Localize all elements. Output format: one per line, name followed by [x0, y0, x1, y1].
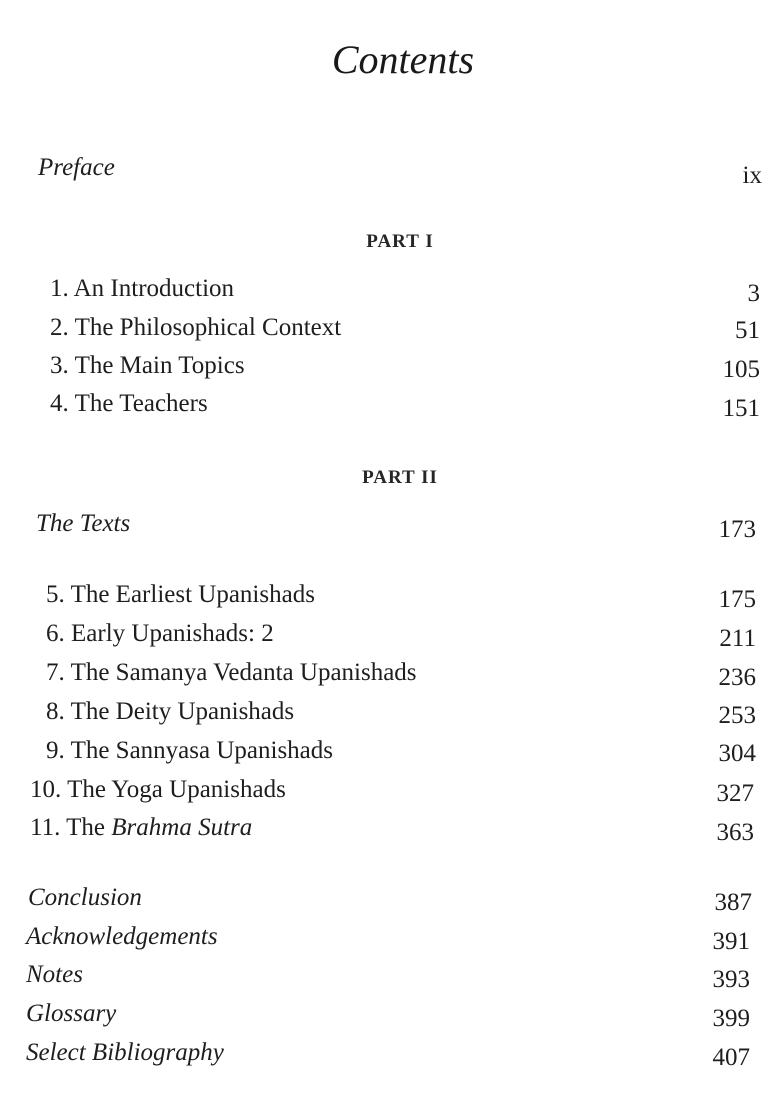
toc-row-preface[interactable]: [38, 150, 762, 189]
chapter-title: The Main Topics: [74, 352, 245, 379]
chapter-title: The Samanya Vedanta Upanishads: [70, 659, 417, 686]
toc-page-number: ix: [742, 162, 762, 189]
toc-page-number: 211: [719, 625, 756, 652]
toc-row-chapter[interactable]: [30, 810, 754, 846]
chapter-title: The Deity Upanishads: [70, 698, 295, 725]
toc-label: [50, 271, 234, 307]
toc-row-chapter[interactable]: [46, 616, 756, 652]
toc-label: [50, 386, 208, 422]
chapter-number: 5.: [46, 581, 65, 608]
toc-label: Acknowledgements: [26, 923, 218, 950]
toc-row-chapter[interactable]: [50, 348, 760, 384]
toc-label: [50, 310, 341, 346]
toc-page-number: 253: [718, 702, 756, 729]
toc-label: [46, 655, 417, 691]
toc-label: [46, 616, 274, 652]
toc-page-number: 175: [718, 586, 756, 613]
chapter-title: An Introduction: [73, 275, 235, 302]
toc-page-number: 387: [714, 889, 752, 916]
toc-label: Conclusion: [28, 884, 142, 911]
chapter-title: The Teachers: [74, 390, 208, 417]
toc-row-backmatter[interactable]: [26, 957, 750, 993]
chapter-number: 4.: [50, 390, 69, 417]
toc-page-number: 173: [718, 516, 756, 543]
toc-label: [30, 810, 252, 846]
chapter-title: The Yoga Upanishads: [67, 776, 286, 803]
chapter-number: 1.: [50, 275, 69, 302]
chapter-title-italic: Brahma Sutra: [111, 814, 253, 841]
chapter-title: The Philosophical Context: [74, 314, 342, 341]
toc-label: [46, 694, 294, 730]
toc-row-chapter[interactable]: [46, 733, 756, 769]
toc-row-backmatter[interactable]: [26, 919, 750, 955]
chapter-title: The Sannyasa Upanishads: [70, 737, 334, 764]
toc-label: [30, 772, 286, 808]
toc-page-number: 393: [712, 966, 750, 993]
part-heading: PART I: [366, 231, 434, 252]
toc-row-chapter[interactable]: [50, 310, 760, 346]
toc-row-chapter[interactable]: [46, 577, 756, 613]
toc-page-number: 105: [722, 356, 760, 383]
toc-page-number: 327: [716, 780, 754, 807]
toc-row-chapter[interactable]: [50, 386, 760, 422]
chapter-title: Early Upanishads: 2: [71, 620, 274, 647]
chapter-number: 8.: [46, 698, 65, 725]
chapter-number: 3.: [50, 352, 69, 379]
chapter-number: 10.: [30, 776, 62, 803]
toc-row-chapter[interactable]: [46, 694, 756, 730]
toc-page-number: 399: [712, 1005, 750, 1032]
toc-page-number: 363: [716, 819, 754, 846]
chapter-number: 6.: [46, 620, 65, 647]
page-title: Contents: [331, 37, 475, 82]
chapter-number: 7.: [46, 659, 65, 686]
toc-row-backmatter[interactable]: [26, 996, 750, 1032]
toc-label: Select Bibliography: [26, 1039, 224, 1066]
chapter-number: 11.: [30, 814, 61, 841]
toc-page-number: 51: [735, 317, 760, 344]
toc-row-chapter[interactable]: [46, 655, 756, 691]
toc-page-number: 304: [718, 740, 756, 767]
chapter-title-prefix: The: [66, 814, 106, 841]
toc-page-number: 151: [722, 395, 760, 422]
toc-row-backmatter[interactable]: [28, 880, 752, 916]
chapter-number: 9.: [46, 737, 65, 764]
toc-page-number: 407: [712, 1044, 750, 1071]
toc-page-number: 236: [718, 664, 756, 691]
chapter-number: 2.: [50, 314, 69, 341]
toc-row-chapter[interactable]: [30, 772, 754, 808]
toc-label: [46, 733, 333, 769]
toc-label: Notes: [26, 961, 83, 988]
toc-page-number: 391: [712, 928, 750, 955]
toc-label: Preface: [38, 154, 115, 181]
chapter-title: The Earliest Upanishads: [70, 581, 315, 608]
toc-label: The Texts: [36, 510, 131, 537]
toc-label: [46, 577, 315, 613]
toc-row-chapter[interactable]: [50, 271, 760, 307]
toc-row-backmatter[interactable]: [26, 1035, 750, 1071]
part-heading: PART II: [362, 467, 438, 488]
toc-label: [50, 348, 245, 384]
toc-page-number: 3: [747, 280, 760, 307]
toc-row-texts[interactable]: [36, 506, 756, 542]
toc-label: Glossary: [26, 1000, 117, 1027]
